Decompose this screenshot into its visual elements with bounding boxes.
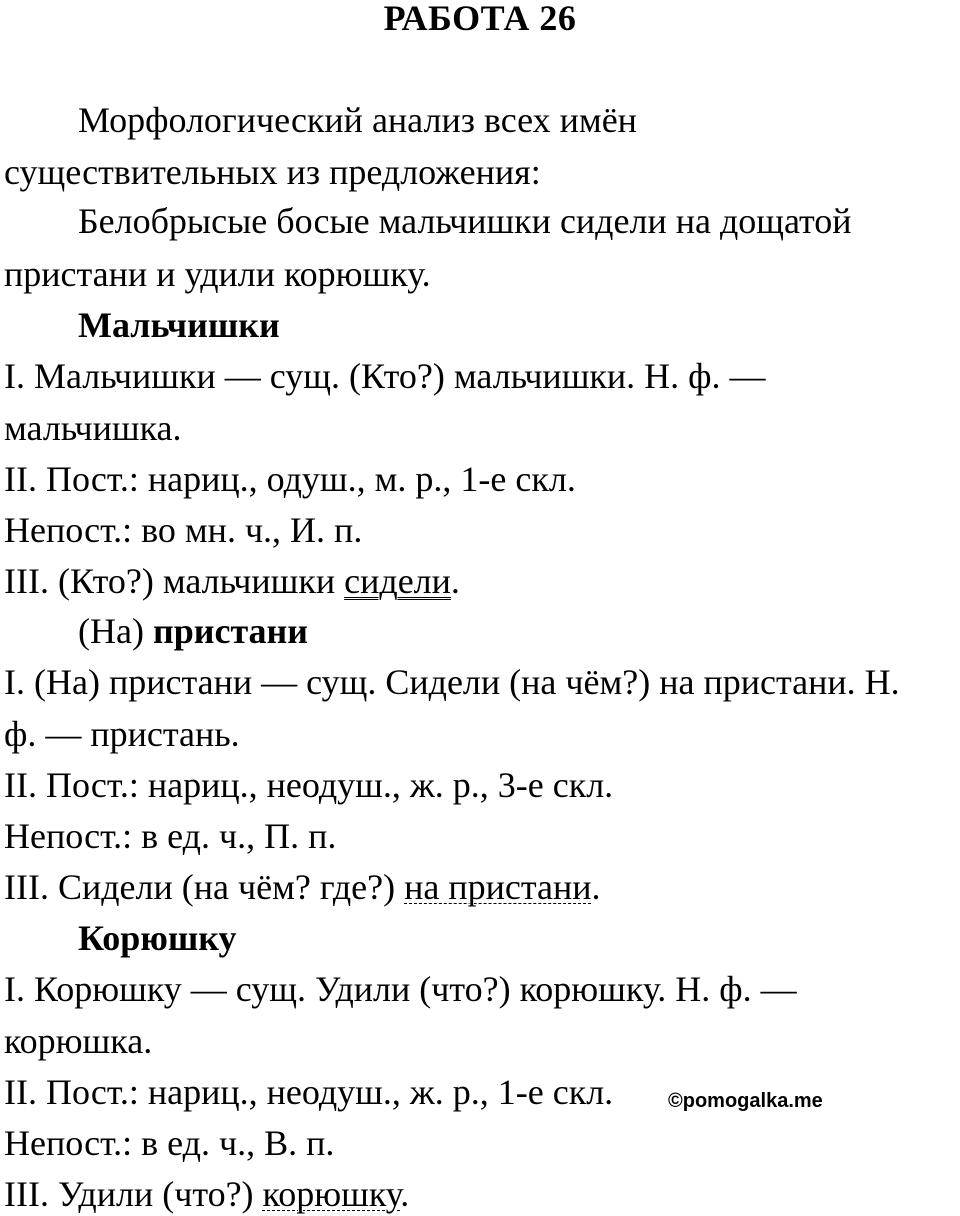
heading-prefix: (На): [78, 611, 153, 651]
predicate-underline: сидели: [344, 561, 451, 601]
section-heading-malchishki: [78, 305, 280, 345]
object-underline: корюшку: [262, 1174, 401, 1214]
syntax-role-text: III. (Кто?) мальчишки: [4, 561, 345, 601]
sentence-line-2: пристани и удили корюшку.: [4, 254, 431, 294]
sentence-line-1: Белобрысые босые мальчишки сидели на дощатой: [78, 201, 852, 241]
page-title: РАБОТА 26: [383, 0, 577, 38]
analysis-line: I. Мальчишки — сущ. (Кто?) мальчишки. Н. ф. —: [4, 356, 766, 396]
watermark: ©pomogalka.me: [668, 1090, 823, 1112]
adverbial-underline: на пристани: [404, 867, 592, 907]
analysis-line: ф. — пристань.: [4, 714, 240, 754]
section-heading-pristani: [78, 611, 308, 651]
section-heading-koryushku: [78, 918, 236, 958]
analysis-line: I. Корюшку — сущ. Удили (что?) корюшку. Н. ф. —: [4, 969, 797, 1009]
task-line-1: Морфологический анализ всех имён: [78, 100, 637, 140]
heading-word: Мальчишки: [78, 305, 280, 345]
syntax-role-line: [4, 1174, 409, 1214]
task-line-2: существительных из предложения:: [4, 152, 541, 192]
analysis-line: II. Пост.: нариц., одуш., м. р., 1-е скл.: [4, 459, 576, 499]
analysis-line: Непост.: во мн. ч., И. п.: [4, 510, 363, 550]
analysis-line: мальчишка.: [4, 408, 182, 448]
line-end: .: [400, 1174, 410, 1214]
syntax-role-line: [4, 867, 601, 907]
heading-word: пристани: [152, 611, 309, 651]
analysis-line: II. Пост.: нариц., неодуш., ж. р., 3-е скл.: [4, 765, 614, 805]
heading-word: Корюшку: [78, 918, 237, 958]
syntax-role-line: [4, 561, 460, 601]
analysis-line: корюшка.: [4, 1021, 153, 1061]
analysis-line: I. (На) пристани — сущ. Сидели (на чём?) на пристани. Н.: [4, 662, 900, 702]
analysis-line: Непост.: в ед. ч., В. п.: [4, 1123, 335, 1163]
analysis-line: Непост.: в ед. ч., П. п.: [4, 816, 337, 856]
line-end: .: [591, 867, 601, 907]
line-end: .: [450, 561, 460, 601]
analysis-line: II. Пост.: нариц., неодуш., ж. р., 1-е скл.: [4, 1072, 614, 1112]
syntax-role-text: III. Сидели (на чём? где?): [4, 867, 405, 907]
syntax-role-text: III. Удили (что?): [4, 1174, 263, 1214]
